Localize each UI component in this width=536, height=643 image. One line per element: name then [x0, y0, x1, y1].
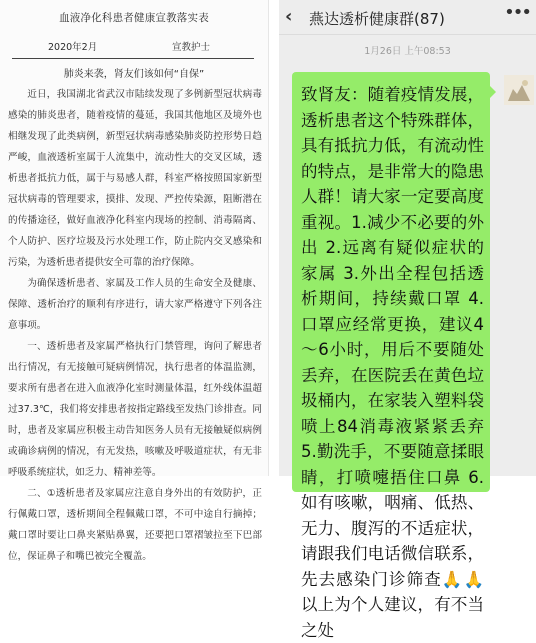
document-divider [12, 58, 254, 59]
bubble-tail [490, 86, 496, 98]
document-title: 血液净化科患者健康宣教落实表 [59, 12, 209, 24]
avatar[interactable] [504, 75, 534, 105]
document-heading: 肺炎来袭，肾友们该如何“自保” [63, 69, 205, 80]
document-paragraph-purpose: 为确保透析患者、家属及工作人员的生命安全及健康、保障、透析治疗的顺利有序进行，请大家严格遵守下列各注意事项。 [8, 278, 262, 331]
document-paragraph-rule-2: 二、①透析患者及家属应注意自身外出的有效防护，正行佩戴口罩，透析期间全程佩戴口罩，不可中途自行摘掉；戴口罩时要让口鼻夹紧贴鼻翼，还要把口罩褶皱拉至下巴部位，保证鼻子和嘴巴被完全覆盖。 [8, 488, 262, 562]
document-page [0, 0, 269, 562]
chat-header [279, 0, 536, 35]
document-paragraph-intro: 近日，我国湖北省武汉市陆续发现了多例新型冠状病毒感染的肺炎患者，随着疫情的蔓延，我国其他地区及境外也相继发现了此类病例，新型冠状病毒感染肺炎防控形势日趋严峻，血液透析室属于人流集中，流动性大的交叉区域，透析患者抵抗力低，属于与易感人群，科室严格按照国家新型冠状病毒的管理要求，摸排、发现、严控传染源，阻断潜在的传播途径，做好血液净化科室内现场的控制、消毒隔离、个人防护、医疗垃圾及污水处理工作，防止院内交叉感染和污染，为透析患者提供安全可靠的治疗保障。 [8, 89, 262, 268]
message-bubble[interactable] [292, 72, 490, 640]
chat-title: 燕达透析健康群(87) [309, 10, 445, 28]
document-date: 2020年2月 [48, 42, 98, 53]
more-dots-icon[interactable]: ••• [504, 2, 530, 23]
message-timestamp: 1月26日 上午08:53 [364, 46, 451, 57]
document-author: 宣教护士 [171, 42, 210, 53]
message-text: 致肾友：随着疫情发展，透析患者这个特殊群体，具有抵抗力低，有流动性的特点，是非常大的隐患人群！请大家一定要高度重视。1.减少不必要的外出 2.远离有疑似症状的家属 3.外出全程包括透析期间，持续戴口罩 4.口罩应经常更换，建议4～6小时，用后不要随处丢弃，在医院丢在黄色垃圾桶内，在家装入塑料袋喷上84消毒液紧紧丢弃 5.勤洗手，不要随意揉眼睛，打喷嚏捂住口鼻 6.如有咳嗽，咽痛、低热、无力、腹泻的不适症状，请跟我们电话微信联系，先去感染门诊筛查🙏🙏以上为个人建议，有不当之处 [301, 85, 484, 640]
back-arrow-icon[interactable]: ‹ [285, 6, 293, 27]
document-meta [0, 25, 268, 53]
chat-screen [279, 0, 536, 640]
document-paragraph-rule-1: 一、透析患者及家属严格执行门禁管理，询问了解患者出行情况，有无接触可疑病例情况，执行患者的体温监测，要求所有患者在进入血液净化室时测量体温，红外线体温超过37.3℃，我们将安排患者按指定路线至发热门诊排查。同时，患者及家属应积极主动告知医务人员有无接触疑似病例或确诊病例的情况，有无发热，咳嗽及呼吸道症状，有无非呼吸系统症状，如乏力、精神差等。 [8, 341, 262, 478]
